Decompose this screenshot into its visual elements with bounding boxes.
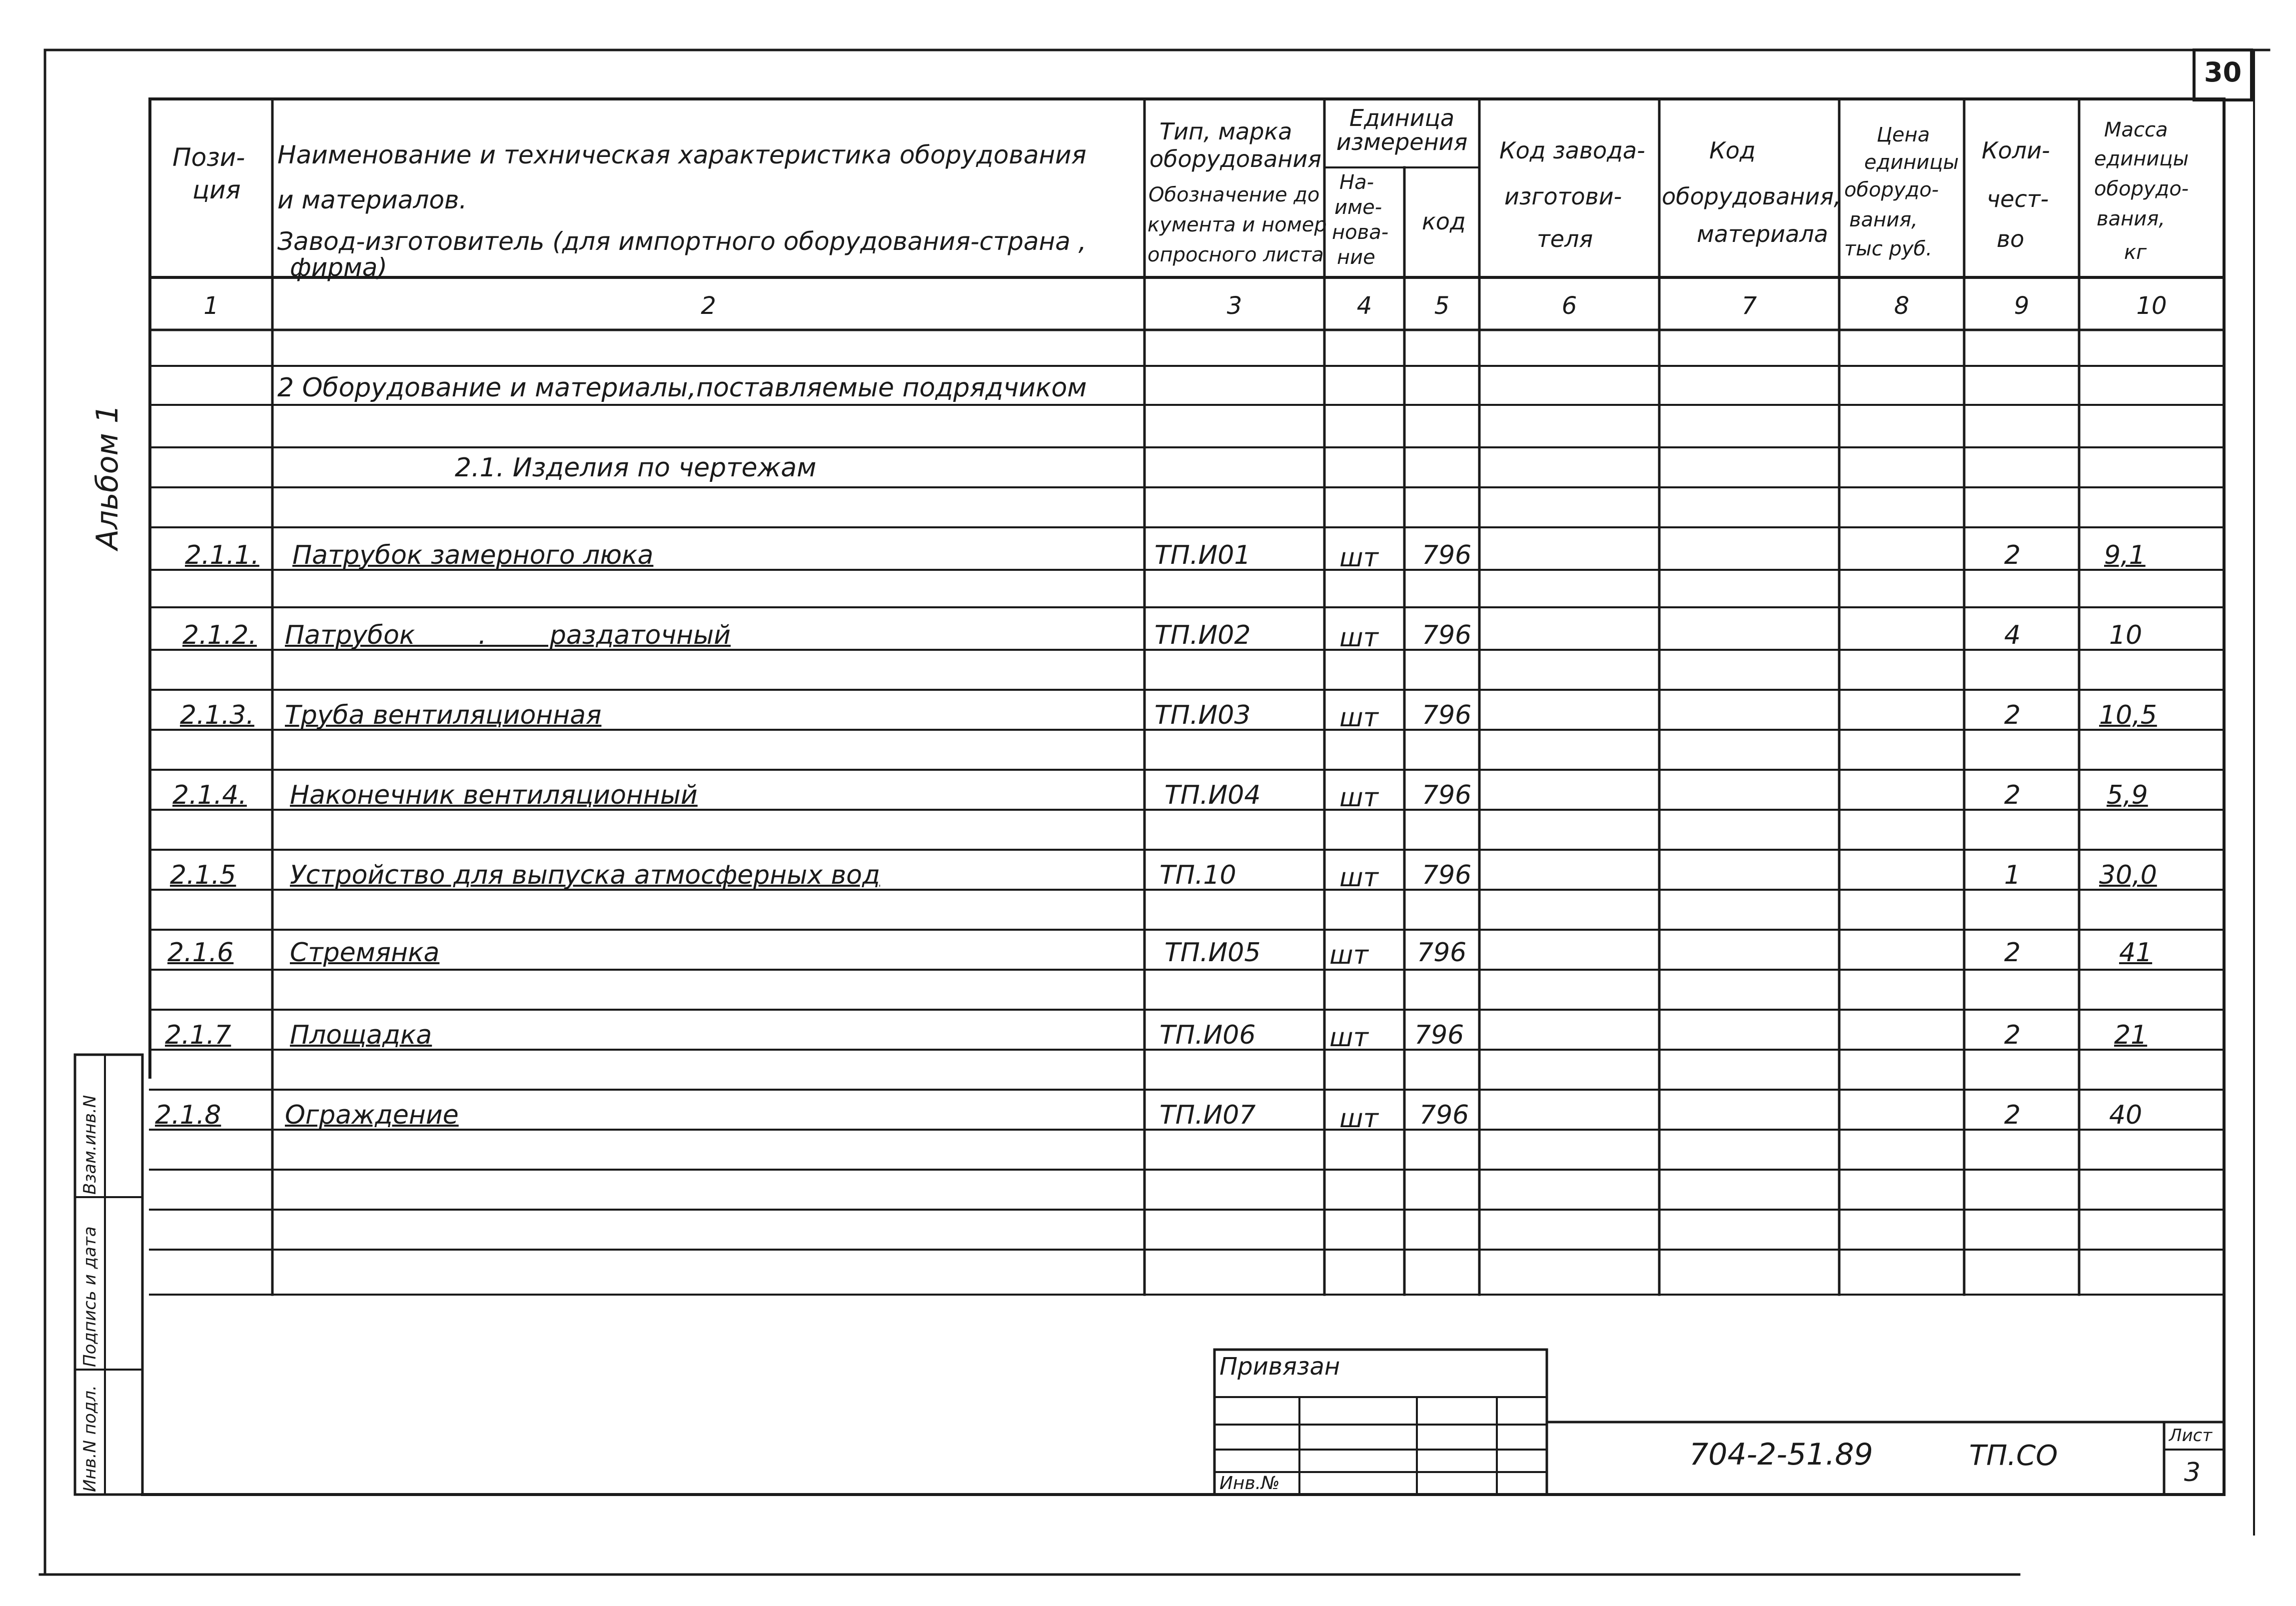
- inventory-number-label: Инв.№: [1219, 1473, 1280, 1494]
- column-number-3: 3: [1226, 292, 1242, 320]
- header-mass-2: единицы: [2094, 147, 2189, 170]
- header-qty-1: Коли-: [1982, 137, 2050, 164]
- table-row-type: ТП.10: [1159, 860, 1236, 890]
- header-unit-code: код: [1422, 208, 1466, 235]
- table-row-code: 796: [1422, 860, 1472, 890]
- stamp-inv-original-label: Инв.N подл.: [80, 1385, 100, 1492]
- header-name-1: Наименование и техническая характеристика оборудования: [277, 140, 1087, 169]
- header-price-2: единицы: [1864, 151, 1959, 174]
- header-qty-2: чест-: [1987, 185, 2049, 212]
- header-equip-code-3: материала: [1697, 220, 1828, 247]
- column-number-7: 7: [1741, 292, 1757, 320]
- table-row-position: 2.1.6: [167, 938, 234, 968]
- table-row-type: ТП.И05: [1164, 938, 1261, 968]
- table-row-name: Наконечник вентиляционный: [290, 780, 698, 810]
- table-row-qty: 2: [2004, 1020, 2021, 1050]
- table-row-code: 796: [1422, 700, 1472, 730]
- stamp-replaced-inv-label: Взам.инв.N: [80, 1095, 100, 1195]
- column-number-4: 4: [1356, 292, 1372, 320]
- header-plant-code-2: изготови-: [1504, 183, 1622, 210]
- column-number-2: 2: [701, 292, 716, 320]
- header-type-4: кумента и номер: [1148, 213, 1327, 236]
- table-row-type: ТП.И02: [1154, 620, 1251, 650]
- header-position-1: Пози-: [172, 143, 245, 172]
- subsection-title: 2.1. Изделия по чертежам: [455, 453, 817, 483]
- header-unit-name-4: ние: [1337, 246, 1375, 269]
- header-name-3: Завод-изготовитель (для импортного оборудования-страна ,: [277, 227, 1087, 256]
- header-name-4: фирма): [290, 253, 387, 282]
- table-row-mass: 10: [2109, 620, 2143, 650]
- table-row-unit: шт: [1339, 543, 1378, 573]
- header-plant-code-3: теля: [1537, 225, 1593, 252]
- table-row-unit: шт: [1339, 783, 1378, 813]
- stamp-signature-date-label: Подпись и дата: [80, 1226, 100, 1367]
- table-row-unit: шт: [1339, 623, 1378, 653]
- table-row-unit: шт: [1339, 863, 1378, 893]
- header-equip-code-1: Код: [1709, 137, 1756, 164]
- header-equip-code-2: оборудования,: [1662, 183, 1841, 210]
- column-number-10: 10: [2136, 292, 2167, 320]
- table-row-type: ТП.И01: [1154, 540, 1251, 570]
- header-mass-4: вания,: [2097, 207, 2166, 230]
- section-title: 2 Оборудование и материалы,поставляемые подрядчиком: [277, 373, 1087, 403]
- column-number-1: 1: [203, 292, 219, 320]
- album-label: Альбом 1: [90, 404, 125, 550]
- table-row-qty: 2: [2004, 780, 2021, 810]
- table-row-code: 796: [1422, 780, 1472, 810]
- header-mass-1: Масса: [2104, 118, 2168, 141]
- table-row-position: 2.1.1.: [185, 540, 259, 570]
- table-row-mass: 9,1: [2104, 540, 2146, 570]
- table-row-name: Стремянка: [290, 938, 440, 968]
- header-unit-name-2: име-: [1334, 196, 1382, 219]
- header-unit: Единица измерения: [1336, 104, 1468, 156]
- sheet-value: 3: [2184, 1458, 2201, 1488]
- table-row-qty: 2: [2004, 1100, 2021, 1130]
- table-row-type: ТП.И04: [1164, 780, 1261, 810]
- header-unit-name-3: нова-: [1332, 221, 1389, 244]
- table-row-qty: 1: [2004, 860, 2021, 890]
- header-price-4: вания,: [1849, 208, 1918, 231]
- table-row-type: ТП.И06: [1159, 1020, 1256, 1050]
- header-position-2: ция: [192, 175, 241, 204]
- document-code: 704-2-51.89: [1689, 1437, 1873, 1472]
- table-row-mass: 21: [2114, 1020, 2148, 1050]
- table-row-code: 796: [1422, 540, 1472, 570]
- table-row-mass: 41: [2119, 938, 2153, 968]
- table-row-position: 2.1.7: [165, 1020, 231, 1050]
- header-mass-3: оборудо-: [2094, 177, 2189, 200]
- table-row-qty: 2: [2004, 540, 2021, 570]
- table-row-mass: 40: [2109, 1100, 2143, 1130]
- header-type-1: Тип, марка: [1159, 118, 1292, 145]
- header-name-2: и материалов.: [277, 185, 467, 214]
- column-number-9: 9: [2014, 292, 2030, 320]
- table-row-unit: шт: [1339, 1104, 1378, 1134]
- header-qty-3: во: [1997, 225, 2025, 252]
- column-number-6: 6: [1561, 292, 1577, 320]
- table-row-qty: 4: [2004, 620, 2021, 650]
- table-row-unit: шт: [1339, 703, 1378, 733]
- header-type-5: опросного листа: [1148, 243, 1324, 266]
- table-row-position: 2.1.8: [155, 1100, 221, 1130]
- table-row-type: ТП.И03: [1154, 700, 1251, 730]
- table-row-qty: 2: [2004, 700, 2021, 730]
- header-type-3: Обозначение до: [1148, 183, 1320, 206]
- sheet-label: Лист: [2169, 1426, 2213, 1446]
- column-number-5: 5: [1434, 292, 1450, 320]
- table-row-unit: шт: [1329, 1023, 1368, 1053]
- header-plant-code-1: Код завода-: [1499, 137, 1645, 164]
- table-row-unit: шт: [1329, 940, 1368, 970]
- document-mark: ТП.СО: [1969, 1440, 2058, 1472]
- column-number-8: 8: [1894, 292, 1910, 320]
- table-row-code: 796: [1414, 1020, 1464, 1050]
- table-row-type: ТП.И07: [1159, 1100, 1256, 1130]
- header-price-3: оборудо-: [1844, 178, 1939, 201]
- header-unit-name-1: На-: [1339, 171, 1374, 194]
- header-price-5: тыс руб.: [1844, 237, 1933, 260]
- table-row-name: Ограждение: [285, 1100, 459, 1130]
- table-row-mass: 5,9: [2107, 780, 2148, 810]
- header-mass-5: кг: [2124, 241, 2147, 264]
- table-row-qty: 2: [2004, 938, 2021, 968]
- table-row-name: Патрубок замерного люка: [292, 540, 654, 570]
- table-row-name: Труба вентиляционная: [285, 700, 602, 730]
- sheet-number-top: 30: [2204, 56, 2242, 88]
- table-row-name: Патрубок . раздаточный: [285, 620, 731, 650]
- table-row-position: 2.1.2.: [182, 620, 257, 650]
- header-price-1: Цена: [1877, 123, 1930, 146]
- table-row-code: 796: [1417, 938, 1467, 968]
- table-row-name: Устройство для выпуска атмосферных вод: [290, 860, 880, 890]
- table-row-position: 2.1.4.: [172, 780, 247, 810]
- header-type-2: оборудования: [1149, 145, 1321, 172]
- table-row-mass: 10,5: [2099, 700, 2157, 730]
- table-row-code: 796: [1422, 620, 1472, 650]
- table-row-name: Площадка: [290, 1020, 432, 1050]
- table-row-mass: 30,0: [2099, 860, 2157, 890]
- table-row-code: 796: [1419, 1100, 1469, 1130]
- bound-label: Привязан: [1219, 1353, 1340, 1381]
- table-row-position: 2.1.3.: [180, 700, 254, 730]
- table-row-position: 2.1.5: [170, 860, 236, 890]
